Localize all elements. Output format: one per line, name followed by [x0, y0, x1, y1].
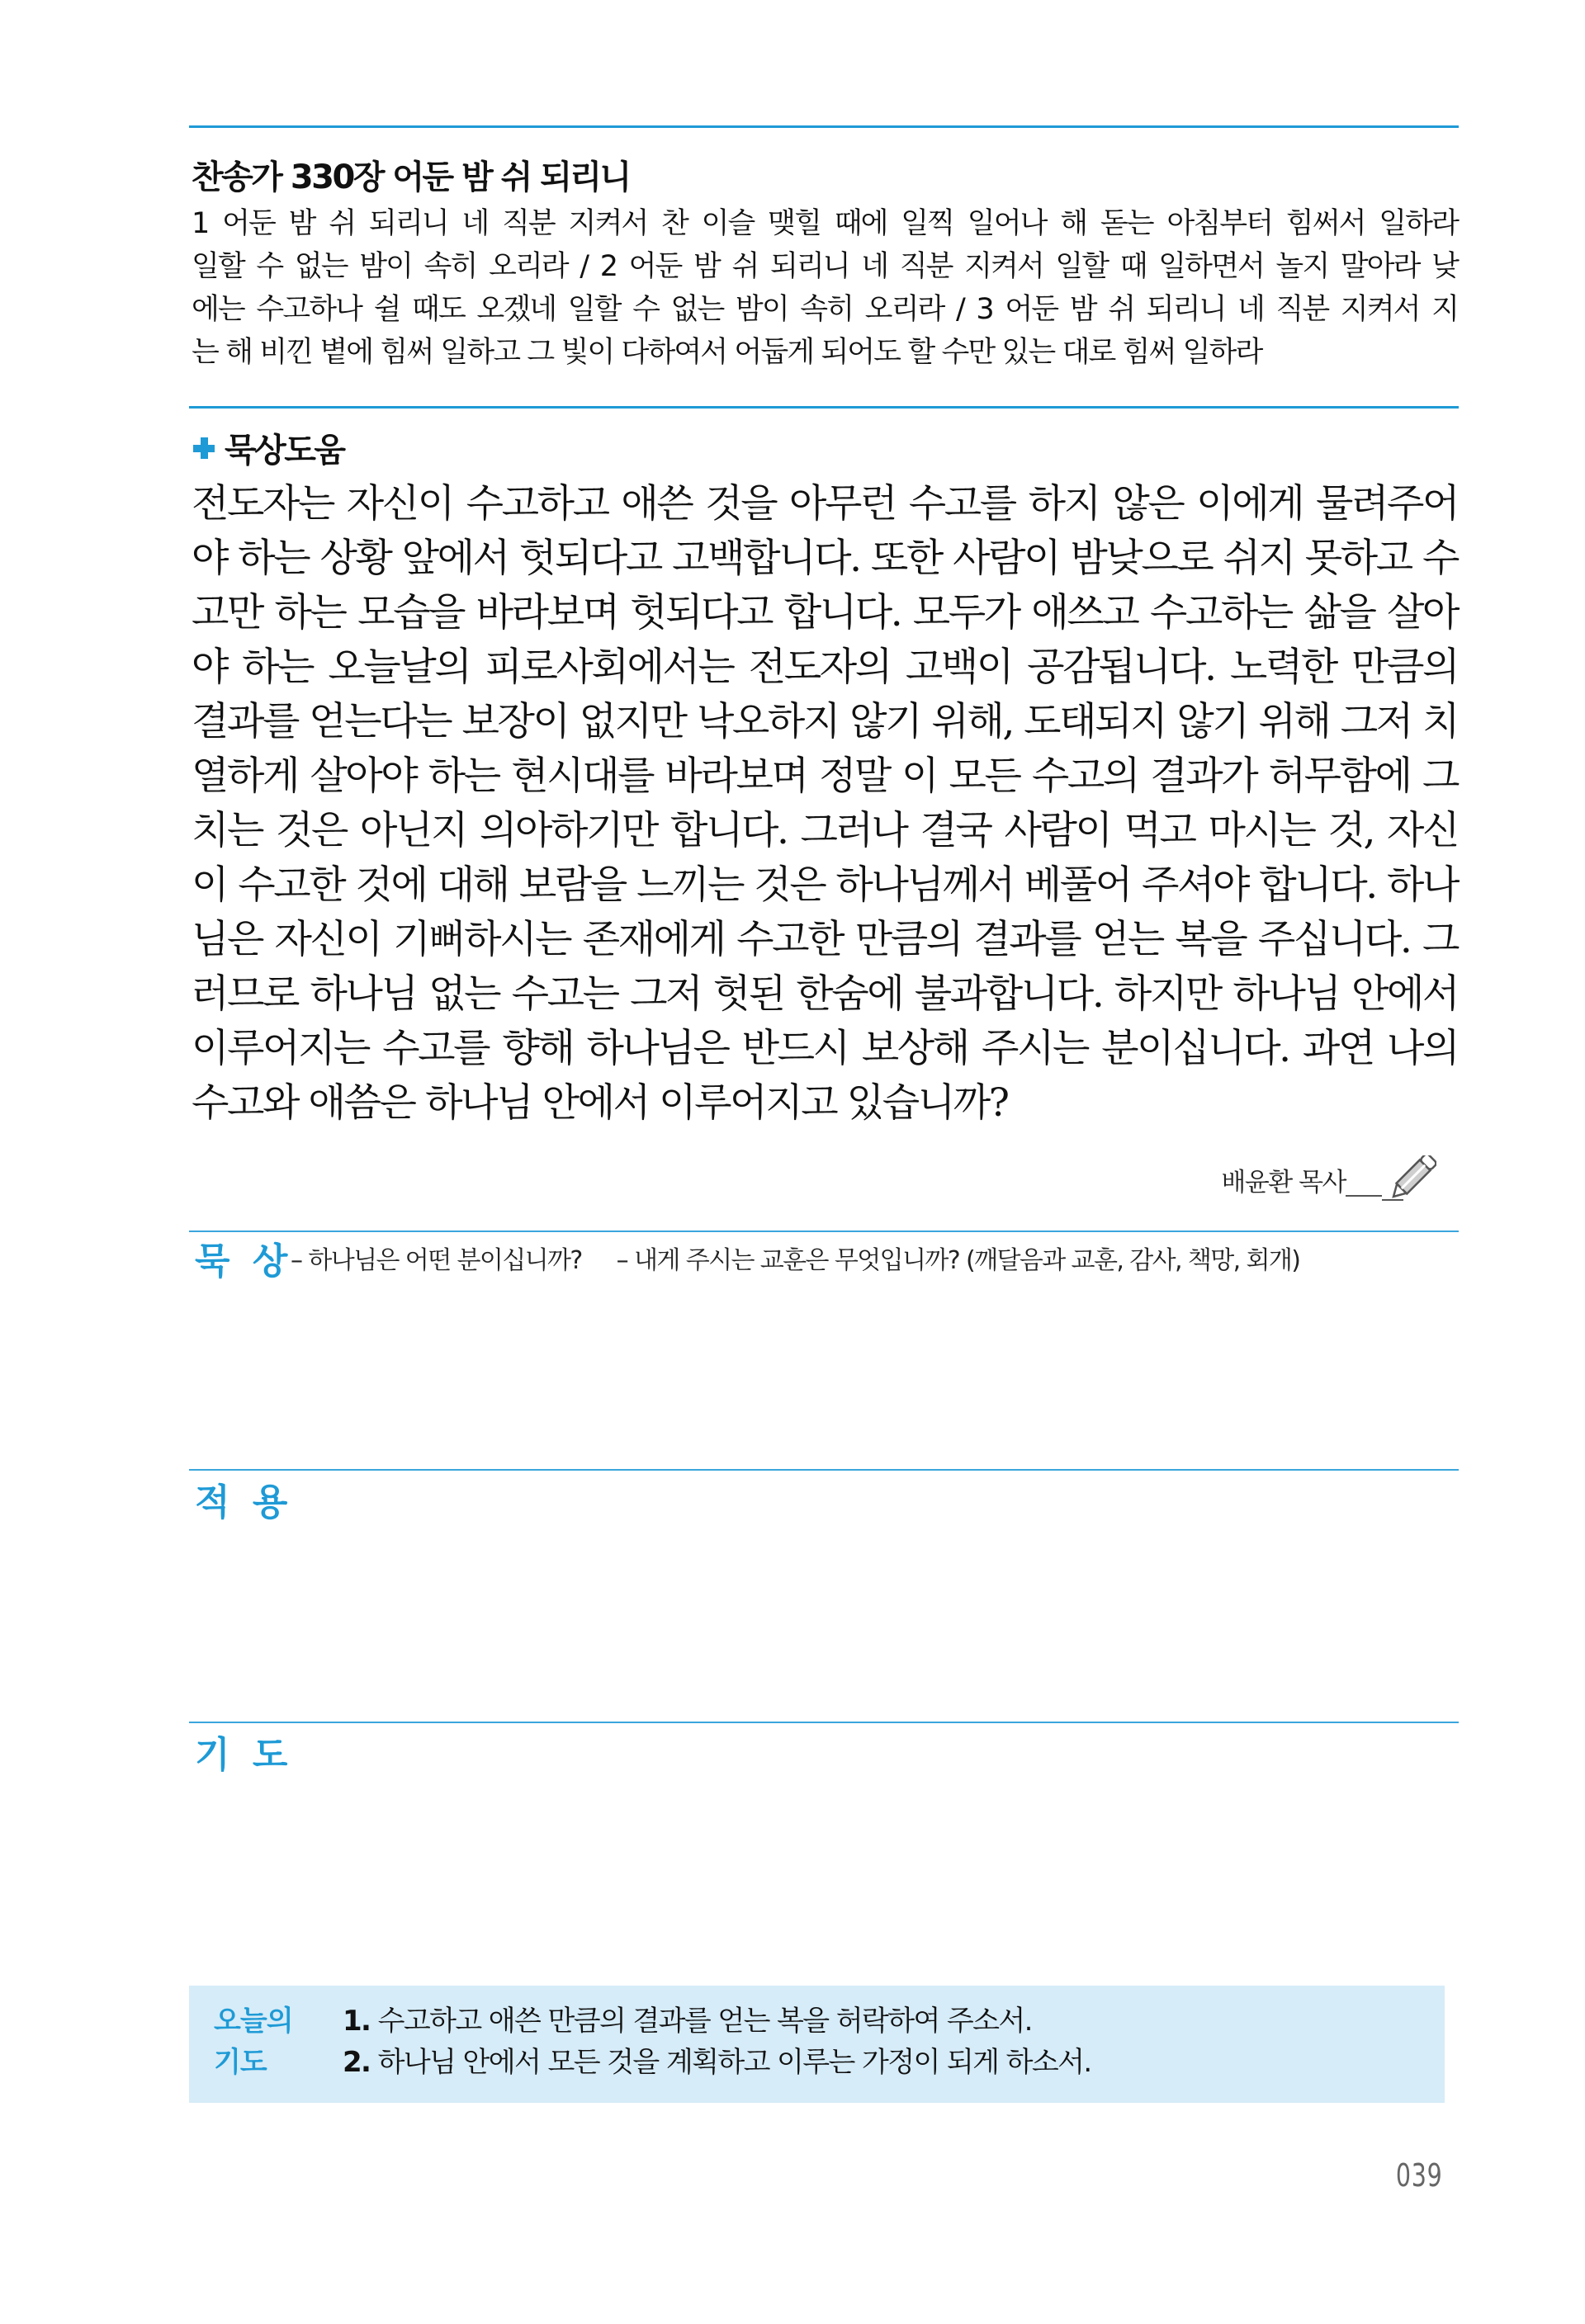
- body-line: 전도자는 자신이 수고하고 애쓴 것을 아무런 수고를 하지 않은 이에게 물려주어: [192, 481, 1458, 527]
- todays-prayer-label: [214, 2000, 293, 2083]
- meditation-label: 묵 상: [195, 1240, 293, 1282]
- body-line: 고만 하는 모습을 바라보며 헛되다고 합니다. 모두가 애쓰고 수고하는 삶을 살아: [192, 590, 1458, 635]
- body-line: 이 수고한 것에 대해 보람을 느끼는 것은 하나님께서 베풀어 주셔야 합니다. 하나: [192, 862, 1458, 908]
- hymn-lyrics-line: 는 해 비낀 볕에 힘써 일하고 그 빛이 다하여서 어둡게 되어도 할 수만 있는 대로 힘써 일하라: [192, 336, 1262, 369]
- meditation-help-header: [192, 424, 344, 471]
- hymn-lyrics-line: 에는 수고하나 쉴 때도 오겠네 일할 수 없는 밤이 속히 오리라 / 3 어둔 밤 쉬 되리니 네 직분 지켜서 지: [192, 293, 1458, 326]
- prayer-label: 기 도: [195, 1734, 293, 1776]
- meditation-help-body: [192, 477, 1458, 1131]
- body-line: 수고와 애씀은 하나님 안에서 이루어지고 있습니까?: [192, 1080, 1008, 1126]
- application-divider: [189, 1469, 1459, 1471]
- body-line: 님은 자신이 기뻐하시는 존재에게 수고한 만큼의 결과를 얻는 복을 주십니다. 그: [192, 917, 1458, 962]
- body-line: 야 하는 오늘날의 피로사회에서는 전도자의 고백이 공감됩니다. 노력한 만큼의: [192, 645, 1458, 690]
- prompt-lesson: – 내게 주시는 교훈은 무엇입니까? (깨달음과 교훈, 감사, 책망, 회개): [616, 1246, 1300, 1275]
- body-line: 치는 것은 아닌지 의아하기만 합니다. 그러나 결국 사람이 먹고 마시는 것, 자신: [192, 808, 1458, 853]
- todays-prayer-box: [189, 1986, 1445, 2103]
- prayer-item-number: 2.: [343, 2046, 371, 2079]
- author-signature: [1221, 1155, 1436, 1202]
- hymn-lyrics-line: 1 어둔 밤 쉬 되리니 네 직분 지켜서 찬 이슬 맺힐 때에 일찍 일어나 해 돋는 아침부터 힘써서 일하라: [192, 207, 1458, 240]
- body-line: 러므로 하나님 없는 수고는 그저 헛된 한숨에 불과합니다. 하지만 하나님 안에서: [192, 971, 1458, 1017]
- signature-line: [1346, 1195, 1382, 1197]
- body-line: 이루어지는 수고를 향해 하나님은 반드시 보상해 주시는 분이십니다. 과연 나의: [192, 1026, 1458, 1071]
- page-number: 039: [1396, 2157, 1443, 2194]
- todays-prayer-items: [343, 2000, 1091, 2083]
- pencil-icon: [1382, 1155, 1436, 1202]
- hymn-lyrics: [192, 202, 1458, 374]
- body-line: 열하게 살아야 하는 현시대를 바라보며 정말 이 모든 수고의 결과가 허무함에 그: [192, 753, 1458, 799]
- hymn-lyrics-line: 일할 수 없는 밤이 속히 오리라 / 2 어둔 밤 쉬 되리니 네 직분 지켜서 일할 때 일하면서 놀지 말아라 낮: [192, 250, 1458, 283]
- meditation-help-title: 묵상도움: [225, 432, 344, 470]
- meditation-divider: [189, 1230, 1459, 1232]
- prayer-item-text: 하나님 안에서 모든 것을 계획하고 이루는 가정이 되게 하소서.: [370, 2046, 1091, 2079]
- meditation-prompts: [291, 1240, 1299, 1276]
- prayer-item: [343, 2042, 1091, 2083]
- prayer-divider: [189, 1722, 1459, 1723]
- hymn-divider: [189, 406, 1459, 409]
- top-divider: [189, 125, 1459, 128]
- hymn-title: 찬송가 330장 어둔 밤 쉬 되리니: [192, 158, 630, 196]
- application-label: 적 용: [195, 1481, 293, 1523]
- plus-icon: [192, 436, 216, 461]
- prompt-who-is-god: – 하나님은 어떤 분이십니까?: [291, 1246, 582, 1275]
- prayer-item-number: 1.: [343, 2005, 371, 2038]
- todays-prayer-label-line2: 기도: [214, 2046, 267, 2079]
- todays-prayer-label-line1: 오늘의: [214, 2005, 293, 2038]
- author-name: 배윤환 목사: [1221, 1168, 1346, 1197]
- body-line: 야 하는 상황 앞에서 헛되다고 고백합니다. 또한 사람이 밤낮으로 쉬지 못하고 수: [192, 536, 1458, 581]
- body-line: 결과를 얻는다는 보장이 없지만 낙오하지 않기 위해, 도태되지 않기 위해 그저 치: [192, 699, 1458, 744]
- prayer-item-text: 수고하고 애쓴 만큼의 결과를 얻는 복을 허락하여 주소서.: [370, 2005, 1032, 2038]
- prayer-item: [343, 2000, 1091, 2042]
